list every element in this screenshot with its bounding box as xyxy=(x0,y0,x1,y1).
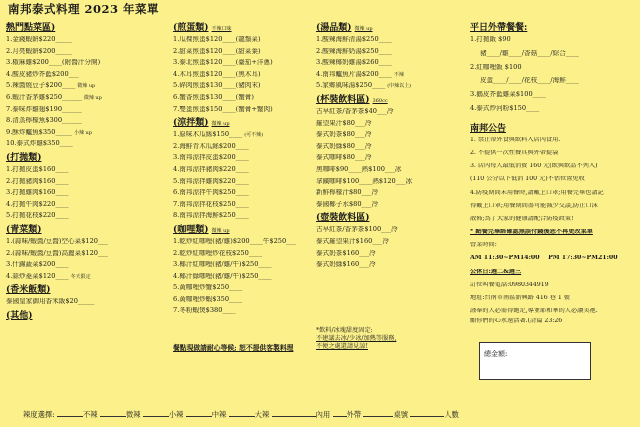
section-title-soup: (湯品類) 微辣 up xyxy=(316,23,373,33)
menu-item: 1.金錢蝦餅$220_____ xyxy=(6,36,72,43)
menu-item: 2.乾炒紅咖哩炒花枝$250____ xyxy=(173,249,263,257)
section-title-dapao: (打拋類) xyxy=(6,152,42,163)
column-soup-drinks xyxy=(316,22,466,273)
announce-line: 2. 不提供一次性餐具與外帶提袋 xyxy=(470,149,559,156)
people-blank[interactable] xyxy=(410,410,444,417)
dine-blank[interactable] xyxy=(333,410,347,417)
column-takeaway-announce xyxy=(470,22,635,328)
menu-item: 泰式奶茶$160___冷 xyxy=(316,249,376,257)
menu-item: 泰式羅望果汁$160___冷 xyxy=(316,237,389,245)
menu-item: 拿鐵咖啡$100____熱$120___冰 xyxy=(316,177,413,185)
section-title-pot-drinks: (壺裝飲料區) xyxy=(316,213,370,224)
menu-item: 羅望果汁$80___冷 xyxy=(316,119,372,127)
menu-item: 3.椰汁紅咖哩(豬/雞/牛)$250____ xyxy=(173,261,272,269)
menu-item: 3.酸辣椰奶雞湯$260____ xyxy=(316,59,392,67)
menu-item: 泰式奶茶$80___冷 xyxy=(316,131,372,139)
menu-title: 南邦泰式料理 2023 年菜單 xyxy=(8,2,160,16)
section-title-popular: 熱門點菜區) xyxy=(6,23,56,33)
menu-item: 4.椰汁綠咖哩(豬/雞/牛)$250____ xyxy=(173,272,272,280)
announce-line: 1. 禁止帶外食與飲料入店內食用. xyxy=(470,136,561,143)
hours-label: 營業時間: xyxy=(470,242,497,249)
column-egg-salad-curry xyxy=(173,22,318,319)
column-popular-stirfry-veg xyxy=(6,22,156,324)
menu-item: 4.蒜炒菱菜$120____ 冬天限定 xyxy=(6,272,91,280)
menu-item: 9.酥炸鱸魚$350_____ 小辣 up xyxy=(6,128,92,136)
announce-line: (110 公分以下低消 100 元)不估位置免收 xyxy=(470,176,585,183)
spice-blank[interactable] xyxy=(100,410,126,417)
menu-item: 古早紅茶/香茅茶$40___冷 xyxy=(316,107,394,115)
menu-item: 7.南邦涼拌花枝$250____ xyxy=(173,200,249,208)
menu-item: 5.南邦涼拌雞肉$220____ xyxy=(173,177,249,185)
menu-item: 3.椒麻雞$200____(附醬汁分開) xyxy=(6,59,101,67)
menu-item: 泰式咖啡$80___冷 xyxy=(316,154,372,162)
menu-item: 5.家鄉風味湯$250____ (中辣以上) xyxy=(316,82,412,90)
drink-notice: *飲料/冰塊甜度固定: 不建議去冰/少冰/加熱等服務, 不便之處還請見諒! xyxy=(316,327,397,351)
phone: 訂位叫餐電話:0980344919 xyxy=(470,281,549,288)
menu-item: 7.雙蛋煎蛋$150____(蟹膏+蟹肉) xyxy=(173,105,273,113)
menu-item: 2.紅咖哩飯 $100 xyxy=(470,63,522,71)
footnote: 謹奉的人必需得飽足,導並耶和華的人必讚美祂. xyxy=(470,308,598,315)
section-title-rice: (香米飯類) xyxy=(6,285,51,296)
announce-line: * 點餐完畢經確認無誤付錢後恕不再更改菜單 xyxy=(470,229,593,236)
menu-item: 4.酸皮豬炒芥藍$200___ xyxy=(6,70,79,78)
menu-item: 1.打拋飯 $90 xyxy=(470,36,511,43)
menu-item: 古早紅茶/香茅茶$100___冷 xyxy=(316,226,398,234)
total-amount-box[interactable] xyxy=(479,342,591,380)
menu-item: 皮蛋____/____/花枝____/海鮮____ xyxy=(480,77,579,85)
menu-item: 6.蝦汁香茅雞$250______ 微辣 up xyxy=(6,93,102,101)
menu-item: 1.打拋皮蛋$160____ xyxy=(6,165,69,173)
spice-blank[interactable] xyxy=(186,410,212,417)
section-title-takeaway: 平日外帶餐餐: xyxy=(470,23,528,33)
section-title-omelette: (煎蛋類) 不辣口味 xyxy=(173,23,232,33)
menu-item: 3.鵝皮芥藍雞菜$100____ xyxy=(470,91,546,99)
menu-item: 1.原味木瓜絲$150____ (可不辣) xyxy=(173,131,264,139)
menu-item: 1.乾炒紅咖哩(豬/雞)$200____牛$250___ xyxy=(173,237,297,245)
menu-item: 1.(蒜味/蝦醬/豆醬)空心菜$120___ xyxy=(6,237,108,245)
announce-line: 4.防疫期間未用餐時,請戴上口罩;用餐完畢也請記 xyxy=(470,189,604,196)
menu-item: 8.清蒸檸檬魚$300______ xyxy=(6,117,82,125)
menu-item: 1.酸辣海鮮清湯$250____ xyxy=(316,36,392,43)
total-label: 總金額: xyxy=(484,350,508,358)
section-title-vegetables: (青菜類) xyxy=(6,224,42,235)
menu-item: 2.酸辣海鮮奶湯$250____ xyxy=(316,47,392,55)
table-blank[interactable] xyxy=(363,410,393,417)
menu-item: 3.南邦涼拌皮蛋$200____ xyxy=(173,154,249,162)
menu-item: 2.月亮蝦餅$200_____ xyxy=(6,47,72,55)
order-form-bottom: 辣度選擇: 不辣 微辣 小辣 中辣 大辣 內用 外帶 桌號 人數 xyxy=(23,410,459,419)
section-title-cup-drinks: (杯裝飲料區) 360cc xyxy=(316,94,388,105)
menu-item: 5.碎肉煎蛋$130____(豬肉末) xyxy=(173,82,261,90)
menu-item: 4.南邦鱸魚片湯$200____ 不辣 xyxy=(316,70,404,78)
menu-item: 泰國皇家御用香米飯$20_____ xyxy=(6,298,95,306)
section-title-salad: (涼拌類) 微辣 up xyxy=(173,118,230,129)
menu-item: 黑咖啡$90____熱$100___冰 xyxy=(316,165,402,173)
menu-item: 泰式奶綠$80___冷 xyxy=(316,142,372,150)
menu-item: 4.南邦涼拌豬肉$220____ xyxy=(173,165,249,173)
menu-item: 4.泰式炒河粉$150____ xyxy=(470,104,540,112)
section-title-curry: (咖哩類) 微辣 up xyxy=(173,224,230,235)
section-title-other: (其他) xyxy=(6,310,33,321)
menu-item: 8.南邦涼拌海鮮$250____ xyxy=(173,212,249,220)
spice-blank[interactable] xyxy=(57,410,83,417)
spice-blank[interactable] xyxy=(229,410,255,417)
spice-blank[interactable] xyxy=(143,410,169,417)
announce-line: 3. 店內每人最低消費 160 元(飲與飲品不列入) xyxy=(470,163,598,170)
center-note: 餐點現做請耐心等候; 恕不提供客製料理 xyxy=(173,344,294,352)
announce-line: 散佈;為了大家的健康請配合防疫政策! xyxy=(470,215,574,222)
menu-item: 6.蟹香煎蛋$130____(蟹膏) xyxy=(173,93,254,101)
menu-item: 2.甜菜煎蛋$120____(甜菜葉) xyxy=(173,47,261,55)
menu-item: 4.木耳煎蛋$120____(黑木耳) xyxy=(173,70,261,78)
menu-item: 泰式奶綠$160___冷 xyxy=(316,261,376,269)
dine-blank[interactable] xyxy=(272,410,316,417)
section-title-announce: 南邦公告 xyxy=(470,123,507,134)
hours: AM 11:30~PM14:00 PM 17:30~PM21:00 xyxy=(470,255,618,262)
menu-item: 5.黃咖哩炒蟹$250____ xyxy=(173,284,243,292)
menu-item: 6.黃咖哩炒蝦$350____ xyxy=(173,295,243,303)
announce-line: 得戴上口罩;用餐期間盡可能減少交談,防止口沫 xyxy=(470,202,598,209)
menu-item: 4.打拋牛肉$220____ xyxy=(6,200,69,208)
menu-item: 泰國椰子水$80___冷 xyxy=(316,200,379,208)
menu-item: 7.冬粉蝦煲$380____ xyxy=(173,307,236,315)
menu-item: 豬____/雞____/香菇____/綜合____ xyxy=(480,49,579,57)
footnote: 願你們的心永遠活著.(詩篇 23:26 xyxy=(470,318,563,325)
menu-item: 7.泰味炸雞翅$190______ xyxy=(6,105,82,113)
menu-item: 1.瓜棵煎蛋$120____(龍鬚菜) xyxy=(173,36,261,43)
closed-days: 公休日:週二&週三 xyxy=(470,268,522,275)
menu-item: 2.打拋豬肉$160____ xyxy=(6,177,69,185)
address: 地址:台南市南區新興路 416 巷 1 號 xyxy=(470,295,570,302)
menu-item: 3.泰北煎蛋$120____(臺茄+洋蔥) xyxy=(173,59,273,67)
menu-item: 5.辣醬燒豆子$200____ 微辣 up xyxy=(6,82,96,90)
menu-item: 新鮮檸檬汁$80___冷 xyxy=(316,189,379,197)
menu-item: 2.(蒜味/蝦醬/豆醬)高麗菜$120___ xyxy=(6,249,108,257)
menu-item: 3.什錦蔬菜$200____ xyxy=(6,261,69,269)
menu-item: 6.南邦涼拌牛肉$250____ xyxy=(173,189,249,197)
menu-item: 3.打拋雞肉$160____ xyxy=(6,189,69,197)
menu-item: 10.泰式炸雞$350____ xyxy=(6,140,73,148)
menu-item: 2.海鮮青木瓜絲$200____ xyxy=(173,142,249,150)
menu-item: 5.打拋花枝$220____ xyxy=(6,212,69,220)
